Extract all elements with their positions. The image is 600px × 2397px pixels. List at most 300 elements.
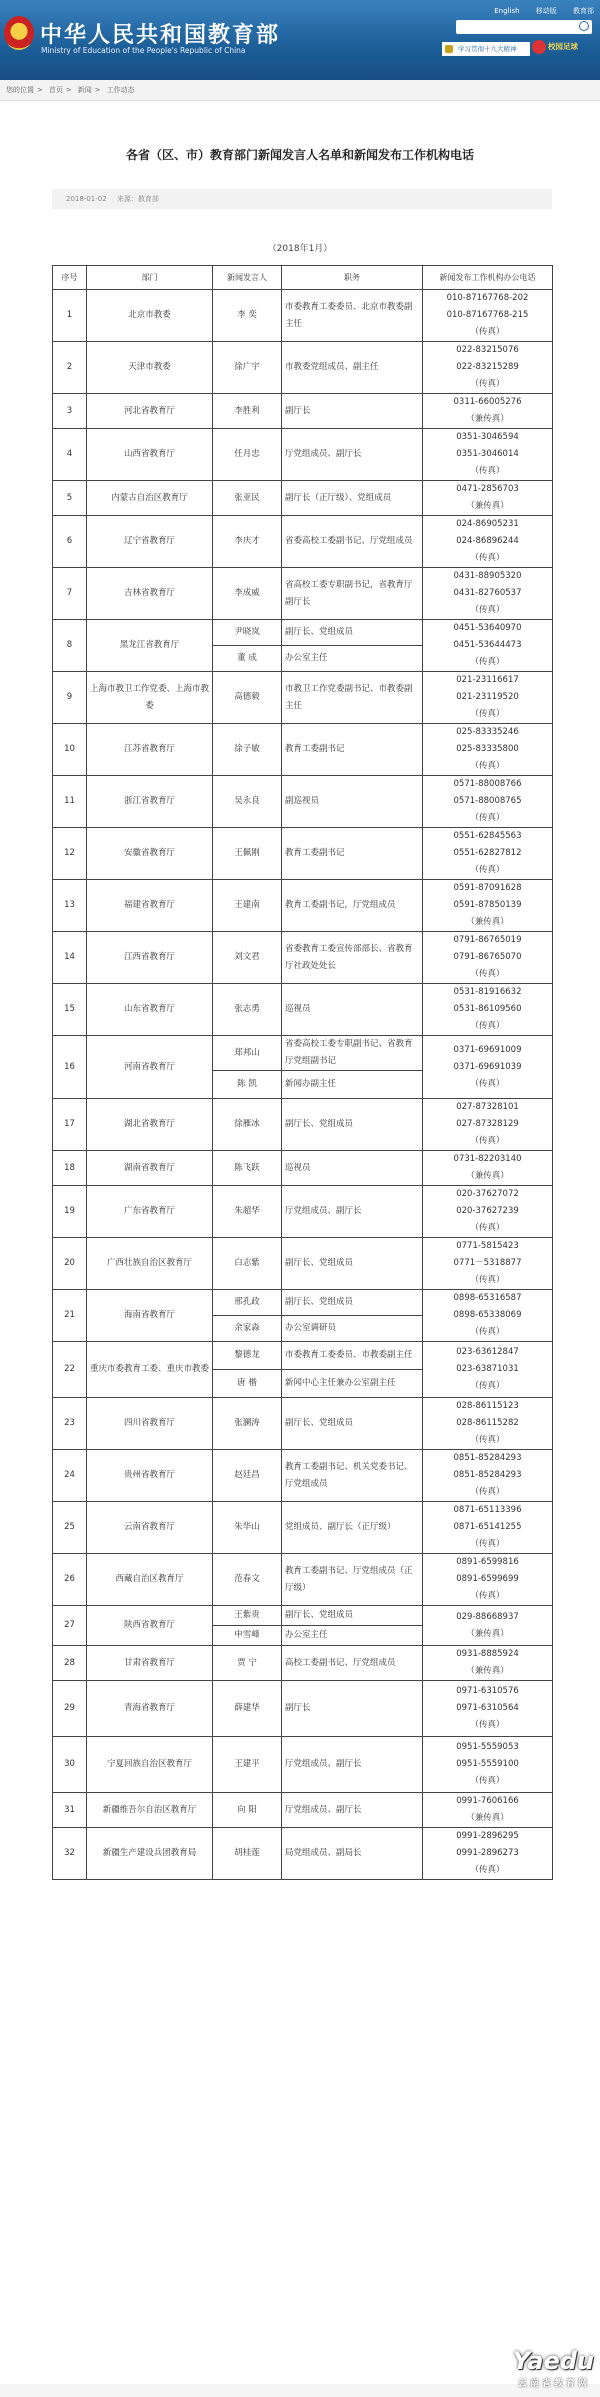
cell-duty: 市教卫工作党委副书记、市教委副主任 (282, 672, 423, 724)
cell-duty: 厅党组成员、副厅长 (282, 1186, 423, 1238)
breadcrumb-item[interactable]: 工作动态 (106, 86, 135, 94)
phone-line: （传真） (470, 1381, 505, 1391)
cell-duty: 副厅长、党组成员 (282, 1290, 423, 1316)
phone-line: （传真） (470, 466, 505, 476)
cell-dept: 北京市教委 (87, 290, 213, 342)
article-source: 来源：教育部 (116, 195, 159, 203)
cell-no: 5 (53, 481, 87, 516)
site-header (0, 0, 600, 80)
cell-no: 14 (53, 932, 87, 984)
cell-no: 28 (53, 1646, 87, 1681)
phone-line: （传真） (470, 1591, 505, 1601)
phone-line: 0351-3046014 (456, 449, 519, 459)
cell-no: 26 (53, 1554, 87, 1606)
phone-line: 0551-62827812 (453, 848, 522, 858)
phone-line: 0951-5559100 (456, 1759, 519, 1769)
phone-line: 0891-6599816 (456, 1557, 519, 1567)
cell-no: 9 (53, 672, 87, 724)
cell-dept: 河南省教育厅 (87, 1036, 213, 1099)
cell-phone (423, 1554, 553, 1606)
cell-dept: 湖南省教育厅 (87, 1151, 213, 1186)
phone-line: 028-86115123 (456, 1401, 519, 1411)
phone-line: 0931-8885924 (456, 1649, 519, 1659)
cell-no: 23 (53, 1398, 87, 1450)
cell-dept: 新疆生产建设兵团教育局 (87, 1828, 213, 1880)
phone-line: 028-86115282 (456, 1418, 519, 1428)
col-header-spokesperson: 新闻发言人 (213, 266, 282, 290)
cell-duty: 巡视员 (282, 1151, 423, 1186)
cell-dept: 广西壮族自治区教育厅 (87, 1238, 213, 1290)
col-header-no: 序号 (53, 266, 87, 290)
phone-line: 0531-81916632 (453, 987, 522, 997)
phone-line: 0791-86765019 (453, 935, 522, 945)
phone-line: （传真） (470, 1275, 505, 1285)
cell-spokesperson: 高德毅 (213, 672, 282, 724)
cell-phone (423, 1398, 553, 1450)
phone-line: 0731-82203140 (453, 1154, 522, 1164)
cell-phone (423, 1606, 553, 1646)
cell-phone (423, 1828, 553, 1880)
cell-dept: 新疆维吾尔自治区教育厅 (87, 1793, 213, 1828)
phone-line: （兼传真） (466, 501, 509, 511)
cell-no: 17 (53, 1099, 87, 1151)
cell-spokesperson: 张亚民 (213, 481, 282, 516)
cell-no: 1 (53, 290, 87, 342)
search-icon[interactable] (579, 21, 589, 31)
phone-line: 0571-88008766 (453, 779, 522, 789)
cell-spokesperson: 王建南 (213, 880, 282, 932)
phone-line: （兼传真） (466, 1666, 509, 1676)
phone-line: 024-86896244 (456, 536, 519, 546)
news-banner-text: 学习贯彻十九大精神 (458, 45, 517, 53)
article-title: 各省（区、市）教育部门新闻发言人名单和新闻发布工作机构电话 (125, 148, 474, 162)
link-english[interactable]: English (494, 7, 520, 15)
cell-phone (423, 1186, 553, 1238)
breadcrumb-separator: > (65, 86, 72, 94)
cell-dept: 陕西省教育厅 (87, 1606, 213, 1646)
cell-duty: 党组成员、副厅长（正厅级） (282, 1502, 423, 1554)
cell-dept: 四川省教育厅 (87, 1398, 213, 1450)
table-row (53, 1681, 553, 1737)
phone-line: 0971-6310576 (456, 1686, 519, 1696)
cell-phone (423, 984, 553, 1036)
table-row (53, 776, 553, 828)
cell-phone (423, 620, 553, 672)
cell-dept: 宁夏回族自治区教育厅 (87, 1737, 213, 1793)
phone-line: 0898-65338069 (453, 1310, 522, 1320)
bell-icon (445, 45, 453, 53)
phone-line: 020-37627239 (456, 1206, 519, 1216)
cell-spokesperson: 陈飞跃 (213, 1151, 282, 1186)
col-header-phone: 新闻发布工作机构办公电话 (423, 266, 553, 290)
cell-spokesperson: 王建平 (213, 1737, 282, 1793)
cell-dept: 安徽省教育厅 (87, 828, 213, 880)
cell-dept: 江苏省教育厅 (87, 724, 213, 776)
cell-dept: 海南省教育厅 (87, 1290, 213, 1342)
cell-duty: 副厅长、党组成员 (282, 1238, 423, 1290)
breadcrumb-separator: > (37, 86, 43, 94)
cell-spokesperson: 黎德龙 (213, 1342, 282, 1370)
cell-spokesperson: 李 奕 (213, 290, 282, 342)
cell-spokesperson: 申雪峰 (213, 1626, 282, 1646)
cell-phone (423, 1502, 553, 1554)
phone-line: （传真） (470, 553, 505, 563)
cell-spokesperson: 邢孔政 (213, 1290, 282, 1316)
table-date-note: （2018年1月） (267, 244, 333, 254)
phone-line: 029-88668937 (456, 1611, 519, 1622)
cell-duty: 省委高校工委专职副书记、省教育厅党组副书记 (282, 1036, 423, 1071)
cell-phone (423, 290, 553, 342)
table-row (53, 342, 553, 394)
table-row (53, 1793, 553, 1828)
phone-line: 0851-85284293 (453, 1453, 522, 1463)
cell-no: 30 (53, 1737, 87, 1793)
table-row (53, 1151, 553, 1186)
link-moe[interactable]: 教育部 (573, 7, 594, 15)
phone-line: 0531-86109560 (453, 1004, 522, 1014)
cell-duty: 省高校工委专职副书记，省教育厅副厅长 (282, 568, 423, 620)
phone-line: 0771－5318877 (453, 1258, 522, 1268)
cell-no: 32 (53, 1828, 87, 1880)
phone-line: （传真） (470, 709, 505, 719)
cell-dept: 重庆市委教育工委、重庆市教委 (87, 1342, 213, 1398)
cell-no: 20 (53, 1238, 87, 1290)
cell-spokesperson: 李胜利 (213, 394, 282, 429)
cell-phone (423, 880, 553, 932)
cell-duty: 高校工委副书记、厅党组成员 (282, 1646, 423, 1681)
cell-dept: 福建省教育厅 (87, 880, 213, 932)
table-row (53, 481, 553, 516)
table-row (53, 932, 553, 984)
cell-duty: 巡视员 (282, 984, 423, 1036)
phone-line: （兼传真） (466, 1628, 509, 1639)
cell-phone (423, 1450, 553, 1502)
cell-dept: 上海市教卫工作党委、上海市教委 (87, 672, 213, 724)
cell-duty: 副巡视员 (282, 776, 423, 828)
cell-duty: 副厅长、党组成员 (282, 1606, 423, 1626)
phone-line: 0771-5815423 (456, 1241, 519, 1251)
cell-no: 31 (53, 1793, 87, 1828)
table-row (53, 1606, 553, 1626)
cell-duty: 副厅长、党组成员 (282, 1398, 423, 1450)
phone-line: （传真） (470, 761, 505, 771)
table-row (53, 828, 553, 880)
cell-duty: 教育工委副书记 (282, 828, 423, 880)
phone-line: 0371-69691009 (453, 1044, 522, 1055)
table-row (53, 1828, 553, 1880)
cell-spokesperson: 董 成 (213, 646, 282, 672)
cell-phone (423, 429, 553, 481)
phone-line: （兼传真） (466, 414, 509, 424)
link-mobile[interactable]: 移动版 (535, 7, 557, 15)
phone-line: （传真） (470, 1487, 505, 1497)
cell-phone (423, 1151, 553, 1186)
table-row (53, 1554, 553, 1606)
table-row (53, 1099, 553, 1151)
campus-football-link[interactable] (532, 40, 578, 54)
cell-duty: 教育工委副书记，厅党组成员 (282, 880, 423, 932)
table-row (53, 1737, 553, 1793)
cell-no: 18 (53, 1151, 87, 1186)
phone-line: 025-83335246 (456, 727, 519, 737)
table-row (53, 1450, 553, 1502)
phone-line: 0871-65113396 (453, 1505, 522, 1515)
breadcrumb-separator: > (94, 86, 101, 94)
table-row (53, 1646, 553, 1681)
phone-line: 0471-2856703 (456, 484, 519, 494)
cell-spokesperson: 张澜涛 (213, 1398, 282, 1450)
phone-line: 0851-85284293 (453, 1470, 522, 1480)
phone-line: （传真） (470, 1776, 505, 1786)
cell-duty: 市教委党组成员、副主任 (282, 342, 423, 394)
cell-spokesperson: 尹晓岚 (213, 620, 282, 646)
phone-line: （传真） (470, 969, 505, 979)
cell-spokesperson: 王佩刚 (213, 828, 282, 880)
cell-spokesperson: 胡桂莲 (213, 1828, 282, 1880)
cell-spokesperson: 徐雁冰 (213, 1099, 282, 1151)
cell-duty: 教育工委副书记、机关党委书记、厅党组成员 (282, 1450, 423, 1502)
cell-phone (423, 568, 553, 620)
cell-spokesperson: 朱超华 (213, 1186, 282, 1238)
cell-spokesperson: 白志紫 (213, 1238, 282, 1290)
cell-duty: 局党组成员、副局长 (282, 1828, 423, 1880)
news-banner[interactable] (442, 42, 530, 56)
cell-spokesperson: 郑邦山 (213, 1036, 282, 1071)
page-footer (0, 2384, 600, 2397)
phone-line: 0871-65141255 (453, 1522, 522, 1532)
cell-spokesperson: 李成威 (213, 568, 282, 620)
cell-dept: 天津市教委 (87, 342, 213, 394)
cell-phone (423, 1290, 553, 1342)
cell-no: 6 (53, 516, 87, 568)
col-header-duty: 职务 (282, 266, 423, 290)
cell-phone (423, 1036, 553, 1099)
cell-duty: 市委教育工委委员、北京市教委副主任 (282, 290, 423, 342)
cell-phone (423, 342, 553, 394)
cell-spokesperson: 徐广宇 (213, 342, 282, 394)
cell-spokesperson: 徐子敏 (213, 724, 282, 776)
cell-spokesperson: 刘文君 (213, 932, 282, 984)
cell-no: 22 (53, 1342, 87, 1398)
phone-line: 0371-69691039 (453, 1061, 522, 1072)
phone-line: 0571-88008765 (453, 796, 522, 806)
table-row (53, 880, 553, 932)
table-row (53, 290, 553, 342)
cell-duty: 教育工委副书记 (282, 724, 423, 776)
table-row (53, 1502, 553, 1554)
phone-line: （传真） (470, 327, 505, 337)
phone-line: 0971-6310564 (456, 1703, 519, 1713)
phone-line: 023-63871031 (456, 1364, 519, 1374)
cell-no: 21 (53, 1290, 87, 1342)
spokesperson-table (52, 265, 553, 1880)
cell-no: 4 (53, 429, 87, 481)
phone-line: 0891-6599699 (456, 1574, 519, 1584)
cell-no: 16 (53, 1036, 87, 1099)
cell-duty: 市委教育工委委员、市教委副主任 (282, 1342, 423, 1370)
cell-duty: 副厅长、党组成员 (282, 620, 423, 646)
phone-line: 025-83335800 (456, 744, 519, 754)
cell-no: 27 (53, 1606, 87, 1646)
cell-dept: 山西省教育厅 (87, 429, 213, 481)
cell-spokesperson: 张志勇 (213, 984, 282, 1036)
phone-line: （兼传真） (466, 917, 509, 927)
phone-line: 0551-62845563 (453, 831, 522, 841)
cell-phone (423, 1737, 553, 1793)
cell-spokesperson: 赵廷昌 (213, 1450, 282, 1502)
search-input[interactable] (456, 20, 592, 34)
cell-duty: 省委高校工委副书记、厅党组成员 (282, 516, 423, 568)
cell-duty: 办公室主任 (282, 646, 423, 672)
phone-line: 010-87167768-202 (446, 293, 529, 303)
cell-spokesperson: 朱华山 (213, 1502, 282, 1554)
cell-phone (423, 932, 553, 984)
phone-line: 0431-82760537 (453, 588, 522, 598)
cell-no: 25 (53, 1502, 87, 1554)
breadcrumb-item[interactable]: 新闻 (77, 86, 92, 94)
phone-line: 0791-86765070 (453, 952, 522, 962)
phone-line: 021-23116617 (456, 675, 519, 685)
table-row (53, 724, 553, 776)
cell-dept: 吉林省教育厅 (87, 568, 213, 620)
cell-no: 10 (53, 724, 87, 776)
cell-phone (423, 1681, 553, 1737)
phone-line: 0451-53640970 (453, 623, 522, 633)
cell-dept: 云南省教育厅 (87, 1502, 213, 1554)
cell-duty: 副厅长（正厅级）、党组成员 (282, 481, 423, 516)
phone-line: （传真） (470, 1223, 505, 1233)
col-header-dept: 部门 (87, 266, 213, 290)
phone-line: （传真） (470, 1021, 505, 1031)
breadcrumb-item[interactable]: 首页 (48, 86, 63, 94)
table-row (53, 1186, 553, 1238)
cell-no: 24 (53, 1450, 87, 1502)
cell-dept: 河北省教育厅 (87, 394, 213, 429)
cell-duty: 省委教育工委宣传部部长、省教育厅社政处处长 (282, 932, 423, 984)
cell-dept: 黑龙江省教育厅 (87, 620, 213, 672)
phone-line: 0991-2896295 (456, 1831, 519, 1841)
national-emblem-icon (4, 16, 34, 50)
phone-line: （传真） (470, 1435, 505, 1445)
phone-line: （传真） (470, 865, 505, 875)
phone-line: （传真） (470, 1539, 505, 1549)
cell-phone (423, 1342, 553, 1398)
cell-spokesperson: 范春文 (213, 1554, 282, 1606)
cell-duty: 新闻中心主任兼办公室副主任 (282, 1370, 423, 1398)
phone-line: 023-63612847 (456, 1347, 519, 1357)
breadcrumb-item: 您的位置 (6, 86, 34, 94)
phone-line: （传真） (470, 1078, 505, 1089)
cell-duty: 副厅长 (282, 1681, 423, 1737)
cell-spokesperson: 贾 宁 (213, 1646, 282, 1681)
watermark-logo: Yaedu (512, 2347, 594, 2375)
phone-line: （兼传真） (466, 1171, 509, 1181)
cell-dept: 湖北省教育厅 (87, 1099, 213, 1151)
phone-line: （传真） (470, 657, 505, 667)
cell-duty: 厅党组成员、副厅长 (282, 429, 423, 481)
phone-line: 0951-5559053 (456, 1742, 519, 1752)
cell-duty: 新闻办副主任 (282, 1071, 423, 1099)
cell-dept: 内蒙古自治区教育厅 (87, 481, 213, 516)
article-meta (52, 189, 552, 209)
cell-dept: 贵州省教育厅 (87, 1450, 213, 1502)
cell-no: 12 (53, 828, 87, 880)
cell-phone (423, 1238, 553, 1290)
phone-line: 010-87167768-215 (446, 310, 529, 320)
table-row (53, 429, 553, 481)
football-icon (532, 40, 546, 54)
cell-duty: 厅党组成员、副厅长 (282, 1793, 423, 1828)
cell-spokesperson: 李庆才 (213, 516, 282, 568)
table-row (53, 1238, 553, 1290)
table-row (53, 568, 553, 620)
cell-phone (423, 672, 553, 724)
breadcrumb (0, 80, 600, 101)
phone-line: 022-83215289 (456, 362, 519, 372)
table-row (53, 1342, 553, 1370)
cell-duty: 厅党组成员、副厅长 (282, 1737, 423, 1793)
cell-spokesperson: 任月忠 (213, 429, 282, 481)
cell-spokesperson: 向 阳 (213, 1793, 282, 1828)
phone-line: 027-87328101 (456, 1102, 519, 1112)
watermark-site: 云南省教育网 (517, 2379, 590, 2389)
table-row (53, 1398, 553, 1450)
cell-duty: 副厅长 (282, 394, 423, 429)
cell-dept: 浙江省教育厅 (87, 776, 213, 828)
cell-phone (423, 776, 553, 828)
phone-line: 0898-65316587 (453, 1293, 522, 1303)
cell-phone (423, 828, 553, 880)
phone-line: 0591-87850139 (453, 900, 522, 910)
phone-line: 0431-88905320 (453, 571, 522, 581)
phone-line: （传真） (470, 605, 505, 615)
table-row (53, 394, 553, 429)
phone-line: 022-83215076 (456, 345, 519, 355)
cell-spokesperson: 余家淼 (213, 1316, 282, 1342)
table-row (53, 672, 553, 724)
cell-phone (423, 516, 553, 568)
cell-duty: 办公室调研员 (282, 1316, 423, 1342)
table-row (53, 516, 553, 568)
phone-line: 0991-7606166 (456, 1796, 519, 1806)
phone-line: 0311-66005276 (453, 397, 522, 407)
cell-dept: 甘肃省教育厅 (87, 1646, 213, 1681)
cell-no: 3 (53, 394, 87, 429)
cell-duty: 副厅长、党组成员 (282, 1099, 423, 1151)
cell-dept: 江西省教育厅 (87, 932, 213, 984)
cell-dept: 山东省教育厅 (87, 984, 213, 1036)
cell-phone (423, 1646, 553, 1681)
phone-line: （传真） (470, 1136, 505, 1146)
cell-no: 13 (53, 880, 87, 932)
cell-dept: 青海省教育厅 (87, 1681, 213, 1737)
phone-line: （传真） (470, 1327, 505, 1337)
cell-spokesperson: 薛建华 (213, 1681, 282, 1737)
table-row (53, 984, 553, 1036)
table-row (53, 1290, 553, 1316)
phone-line: （传真） (470, 1720, 505, 1730)
cell-duty: 办公室主任 (282, 1626, 423, 1646)
cell-phone (423, 394, 553, 429)
cell-no: 11 (53, 776, 87, 828)
phone-line: 0351-3046594 (456, 432, 519, 442)
cell-phone (423, 1099, 553, 1151)
phone-line: 0591-87091628 (453, 883, 522, 893)
cell-no: 15 (53, 984, 87, 1036)
cell-no: 29 (53, 1681, 87, 1737)
site-title-english: Ministry of Education of the People's Republic of China (41, 46, 246, 55)
cell-phone (423, 1793, 553, 1828)
